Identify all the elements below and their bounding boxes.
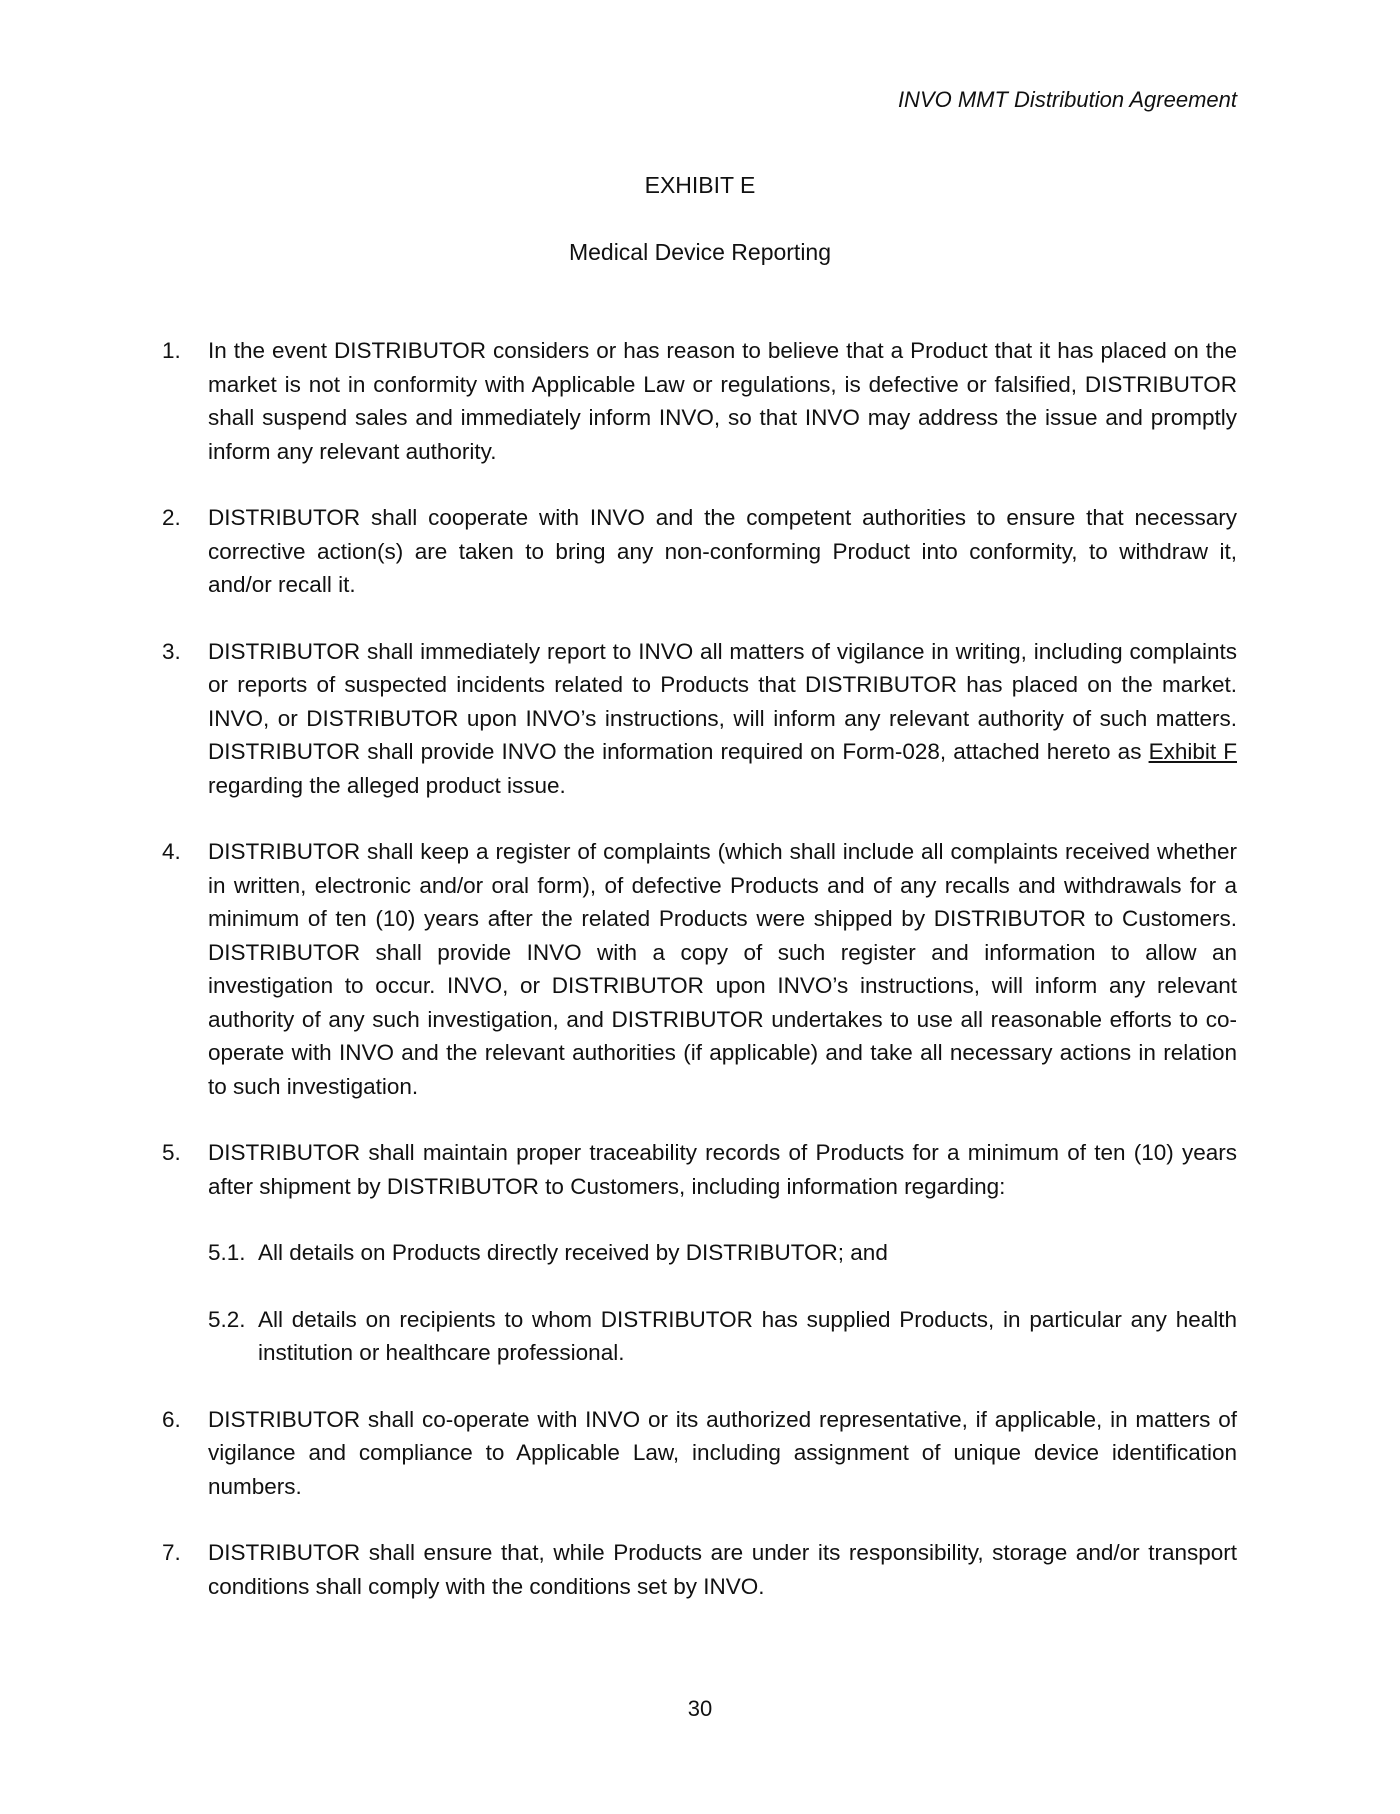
clause-text: DISTRIBUTOR shall co-operate with INVO or its authorized representative, if applicable, in matters of vigilance and compliance to Applicable Law, including assignment of unique device identification numbers. (208, 1406, 1237, 1499)
sub-clause-list (208, 1236, 1237, 1370)
clause-text: DISTRIBUTOR shall maintain proper traceability records of Products for a minimum of ten (10) years after shipment by DISTRIBUTOR to Customers, including information regarding: (208, 1140, 1237, 1199)
running-header: INVO MMT Distribution Agreement (897, 87, 1237, 112)
sub-clause-text: All details on recipients to whom DISTRIBUTOR has supplied Products, in particular any health institution or healthcare professional. (258, 1306, 1237, 1365)
exhibit-f-link[interactable]: Exhibit F (1148, 739, 1237, 764)
clause-text: DISTRIBUTOR shall ensure that, while Products are under its responsibility, storage and/or transport conditions shall comply with the conditions set by INVO. (208, 1540, 1237, 1599)
clause-2 (162, 501, 1237, 602)
clause-number: 5. (162, 1140, 181, 1165)
exhibit-subtitle: Medical Device Reporting (568, 239, 832, 265)
clause-text: DISTRIBUTOR shall cooperate with INVO and the competent authorities to ensure that necessary corrective action(s) are taken to bring any non-conforming Product into conformity, to withdraw it, and/or recall it. (208, 505, 1237, 597)
clause-text-before-link: DISTRIBUTOR shall immediately report to INVO all matters of vigilance in writing, including complaints or reports of suspected incidents related to Products that DISTRIBUTOR has placed on the market. INVO, or DISTRIBUTOR upon INVO’s instructions, will inform any relevant authority of such matters. DISTRIBUTOR shall provide INVO the information required on Form-028, attached hereto as (208, 638, 1237, 764)
clause-text: In the event DISTRIBUTOR considers or has reason to believe that a Product that it has placed on the market is not in conformity with Applicable Law or regulations, is defective or falsified, DISTRIBUTOR shall suspend sales and immediately inform INVO, so that INVO may address the issue and promptly inform any relevant authority. (208, 338, 1237, 464)
clause-number: 6. (162, 1406, 181, 1432)
page-number: 30 (687, 1696, 713, 1721)
clause-3 (162, 635, 1237, 803)
sub-clause-text: All details on Products directly received by DISTRIBUTOR; and (258, 1240, 888, 1265)
clause-text-after-link: regarding the alleged product issue. (208, 772, 566, 798)
clause-number: 2. (162, 505, 181, 530)
clause-7 (162, 1536, 1237, 1603)
clause-number: 7. (162, 1540, 181, 1565)
clause-number: 4. (162, 839, 181, 864)
clause-6 (162, 1403, 1237, 1504)
clause-text (208, 639, 1237, 798)
clause-text: DISTRIBUTOR shall keep a register of complaints (which shall include all complaints received whether in written, electronic and/or oral form), of defective Products and of any recalls and withdrawals for a minimum of ten (10) years after the related Products were shipped by DISTRIBUTOR to Customers. DISTRIBUTOR shall provide INVO with a copy of such register and information to allow an investigation to occur. INVO, or DISTRIBUTOR upon INVO’s instructions, will inform any relevant authority of any such investigation, and DISTRIBUTOR undertakes to use all reasonable efforts to co-operate with INVO and the relevant authorities (if applicable) and take all necessary actions in relation to such investigation. (208, 839, 1237, 1099)
sub-clause-5-1 (208, 1236, 1237, 1270)
clause-number: 3. (162, 638, 181, 664)
clause-number: 1. (162, 338, 181, 363)
sub-clause-5-2 (208, 1303, 1237, 1370)
clause-list (162, 334, 1237, 1636)
sub-clause-number: 5.2. (208, 1306, 246, 1332)
clause-5 (162, 1136, 1237, 1370)
sub-clause-number: 5.1. (208, 1240, 246, 1265)
exhibit-title: EXHIBIT E (644, 172, 756, 198)
clause-4 (162, 835, 1237, 1103)
clause-1 (162, 334, 1237, 468)
